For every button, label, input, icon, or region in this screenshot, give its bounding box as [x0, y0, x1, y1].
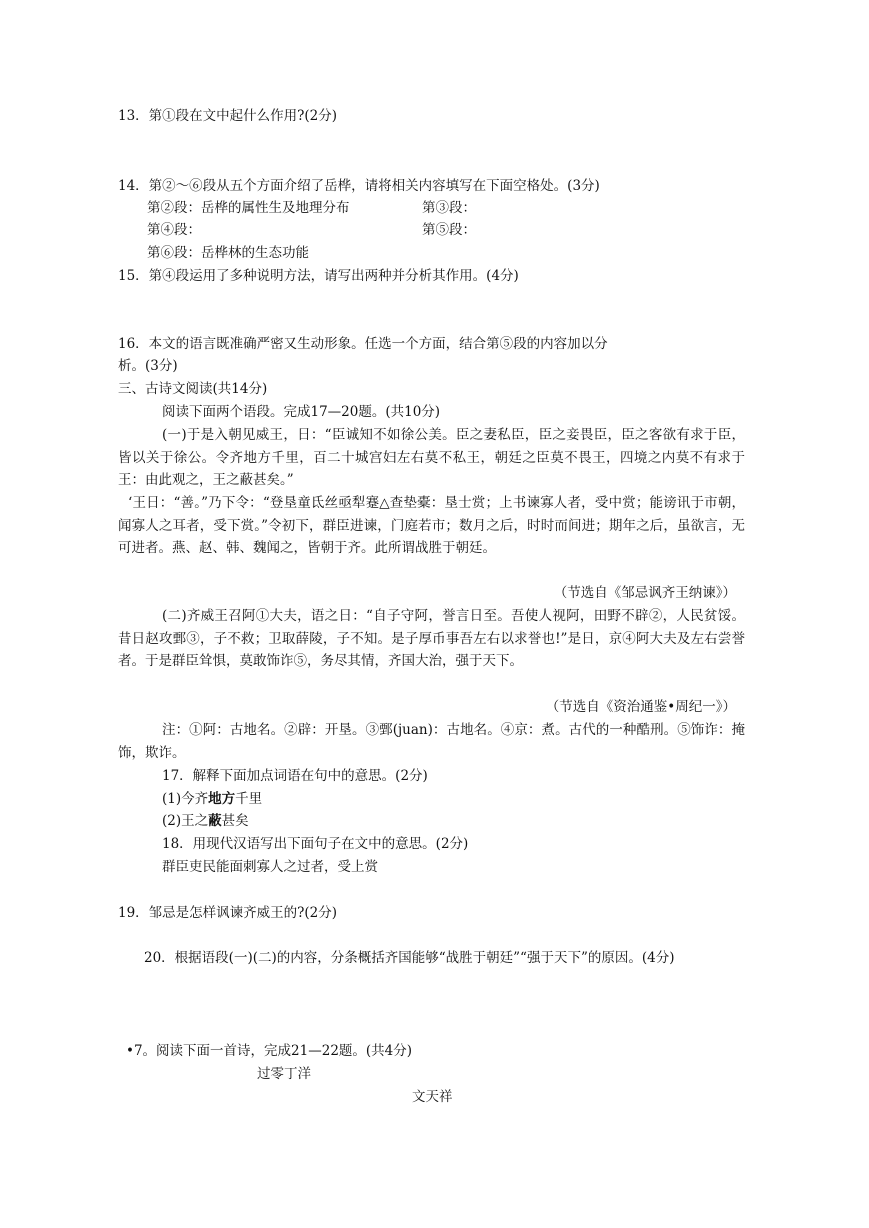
q14-row-4: 第④段： [147, 222, 201, 238]
question-17: 17．解释下面加点词语在句中的意思。(2分) [162, 768, 428, 784]
question-16-line1: 16．本文的语言既准确严密又生动形象。任选一个方面，结合第⑤段的内容加以分 [118, 336, 608, 352]
question-18-sentence: 群臣吏民能面刺寡人之过者，受上赏 [162, 859, 378, 875]
poem-author: 文天祥 [412, 1089, 453, 1105]
passage-1-paragraph-2: ‘王日：“善。”乃下令：“登垦童氐丝亟犁蹇△查垫橐：垦士赏；上书谏寡人者，受中赏；能谤讯于市朝，闻寡人之耳者，受下赏。”令初下，群臣进谏，门庭若市；数月之后，时时而间进；期年之后，虽欲言，无可进者。燕、赵、韩、魏闻之，皆朝于齐。此所谓战胜于朝廷。 [118, 495, 745, 557]
question-13: 13．第①段在文中起什么作用?(2分) [118, 108, 338, 124]
q14-row-6: 第⑥段：岳桦林的生态功能 [147, 245, 309, 261]
dotted-word-bi: 蔽 [208, 813, 222, 829]
annotation-notes: 注：①阿：古地名。②辟：开垦。③鄄(juan)：古地名。④京：煮。古代的一种酷刑。⑤饰诈：掩饰，欺诈。 [118, 722, 745, 761]
question-20: 20．根据语段(一)(二)的内容，分条概括齐国能够“战胜于朝廷”“强于天下”的原因。(4分) [144, 950, 675, 966]
question-19: 19．邹忌是怎样讽谏齐威王的?(2分) [118, 905, 338, 921]
poem-instruction: •7。阅读下面一首诗，完成21—22题。(共4分) [126, 1043, 413, 1059]
question-17-item-1: (1)今齐地方千里 [162, 791, 263, 807]
reading-instruction: 阅读下面两个语段。完成17—20题。(共10分) [162, 404, 441, 420]
passage-1-source: （节选自《邹忌讽齐王纳谏》） [553, 585, 736, 601]
passage-2: (二)齐威王召阿①大夫，语之日：“自子守阿，誉言日至。吾使人视阿，田野不辟②，人民贫馁。昔日赵攻鄄③，子不救；卫取薛陵，子不知。是子厚币事吾左右以求誉也!”是日，京④阿大夫及左右尝誉者。于是群臣耸惧，莫敢饰诈⑤，务尽其情，齐国大治，强于天下。 [118, 608, 745, 670]
section-heading: 三、古诗文阅读(共14分) [118, 381, 268, 397]
question-16-line2: 析。(3分) [118, 358, 178, 374]
q14-row-5: 第⑤段： [422, 222, 476, 238]
passage-2-source: （节选自《资治通鉴•周纪一》） [545, 699, 736, 715]
question-14: 14．第②～⑥段从五个方面介绍了岳桦，请将相关内容填写在下面空格处。(3分) [118, 178, 600, 194]
passage-1-paragraph-1: (一)于是入朝见威王，日：“臣诚知不如徐公美。臣之妻私臣，臣之妾畏臣，臣之客欲有求于臣，皆以关于徐公。令齐地方千里，百二十城宫妇左右莫不私王，朝廷之臣莫不畏王，四境之内莫不有求于王：由此观之，王之蔽甚矣。” [118, 427, 745, 489]
q14-row-2: 第②段：岳桦的属性生及地理分布 [147, 200, 350, 216]
poem-title: 过零丁洋 [257, 1066, 311, 1082]
dotted-word-difang: 地方 [208, 791, 236, 807]
question-18: 18．用现代汉语写出下面句子在文中的意思。(2分) [162, 836, 469, 852]
question-15: 15．第④段运用了多种说明方法，请写出两种并分析其作用。(4分) [118, 268, 519, 284]
q14-row-3: 第③段： [422, 200, 476, 216]
question-17-item-2: (2)王之蔽甚矣 [162, 813, 249, 829]
